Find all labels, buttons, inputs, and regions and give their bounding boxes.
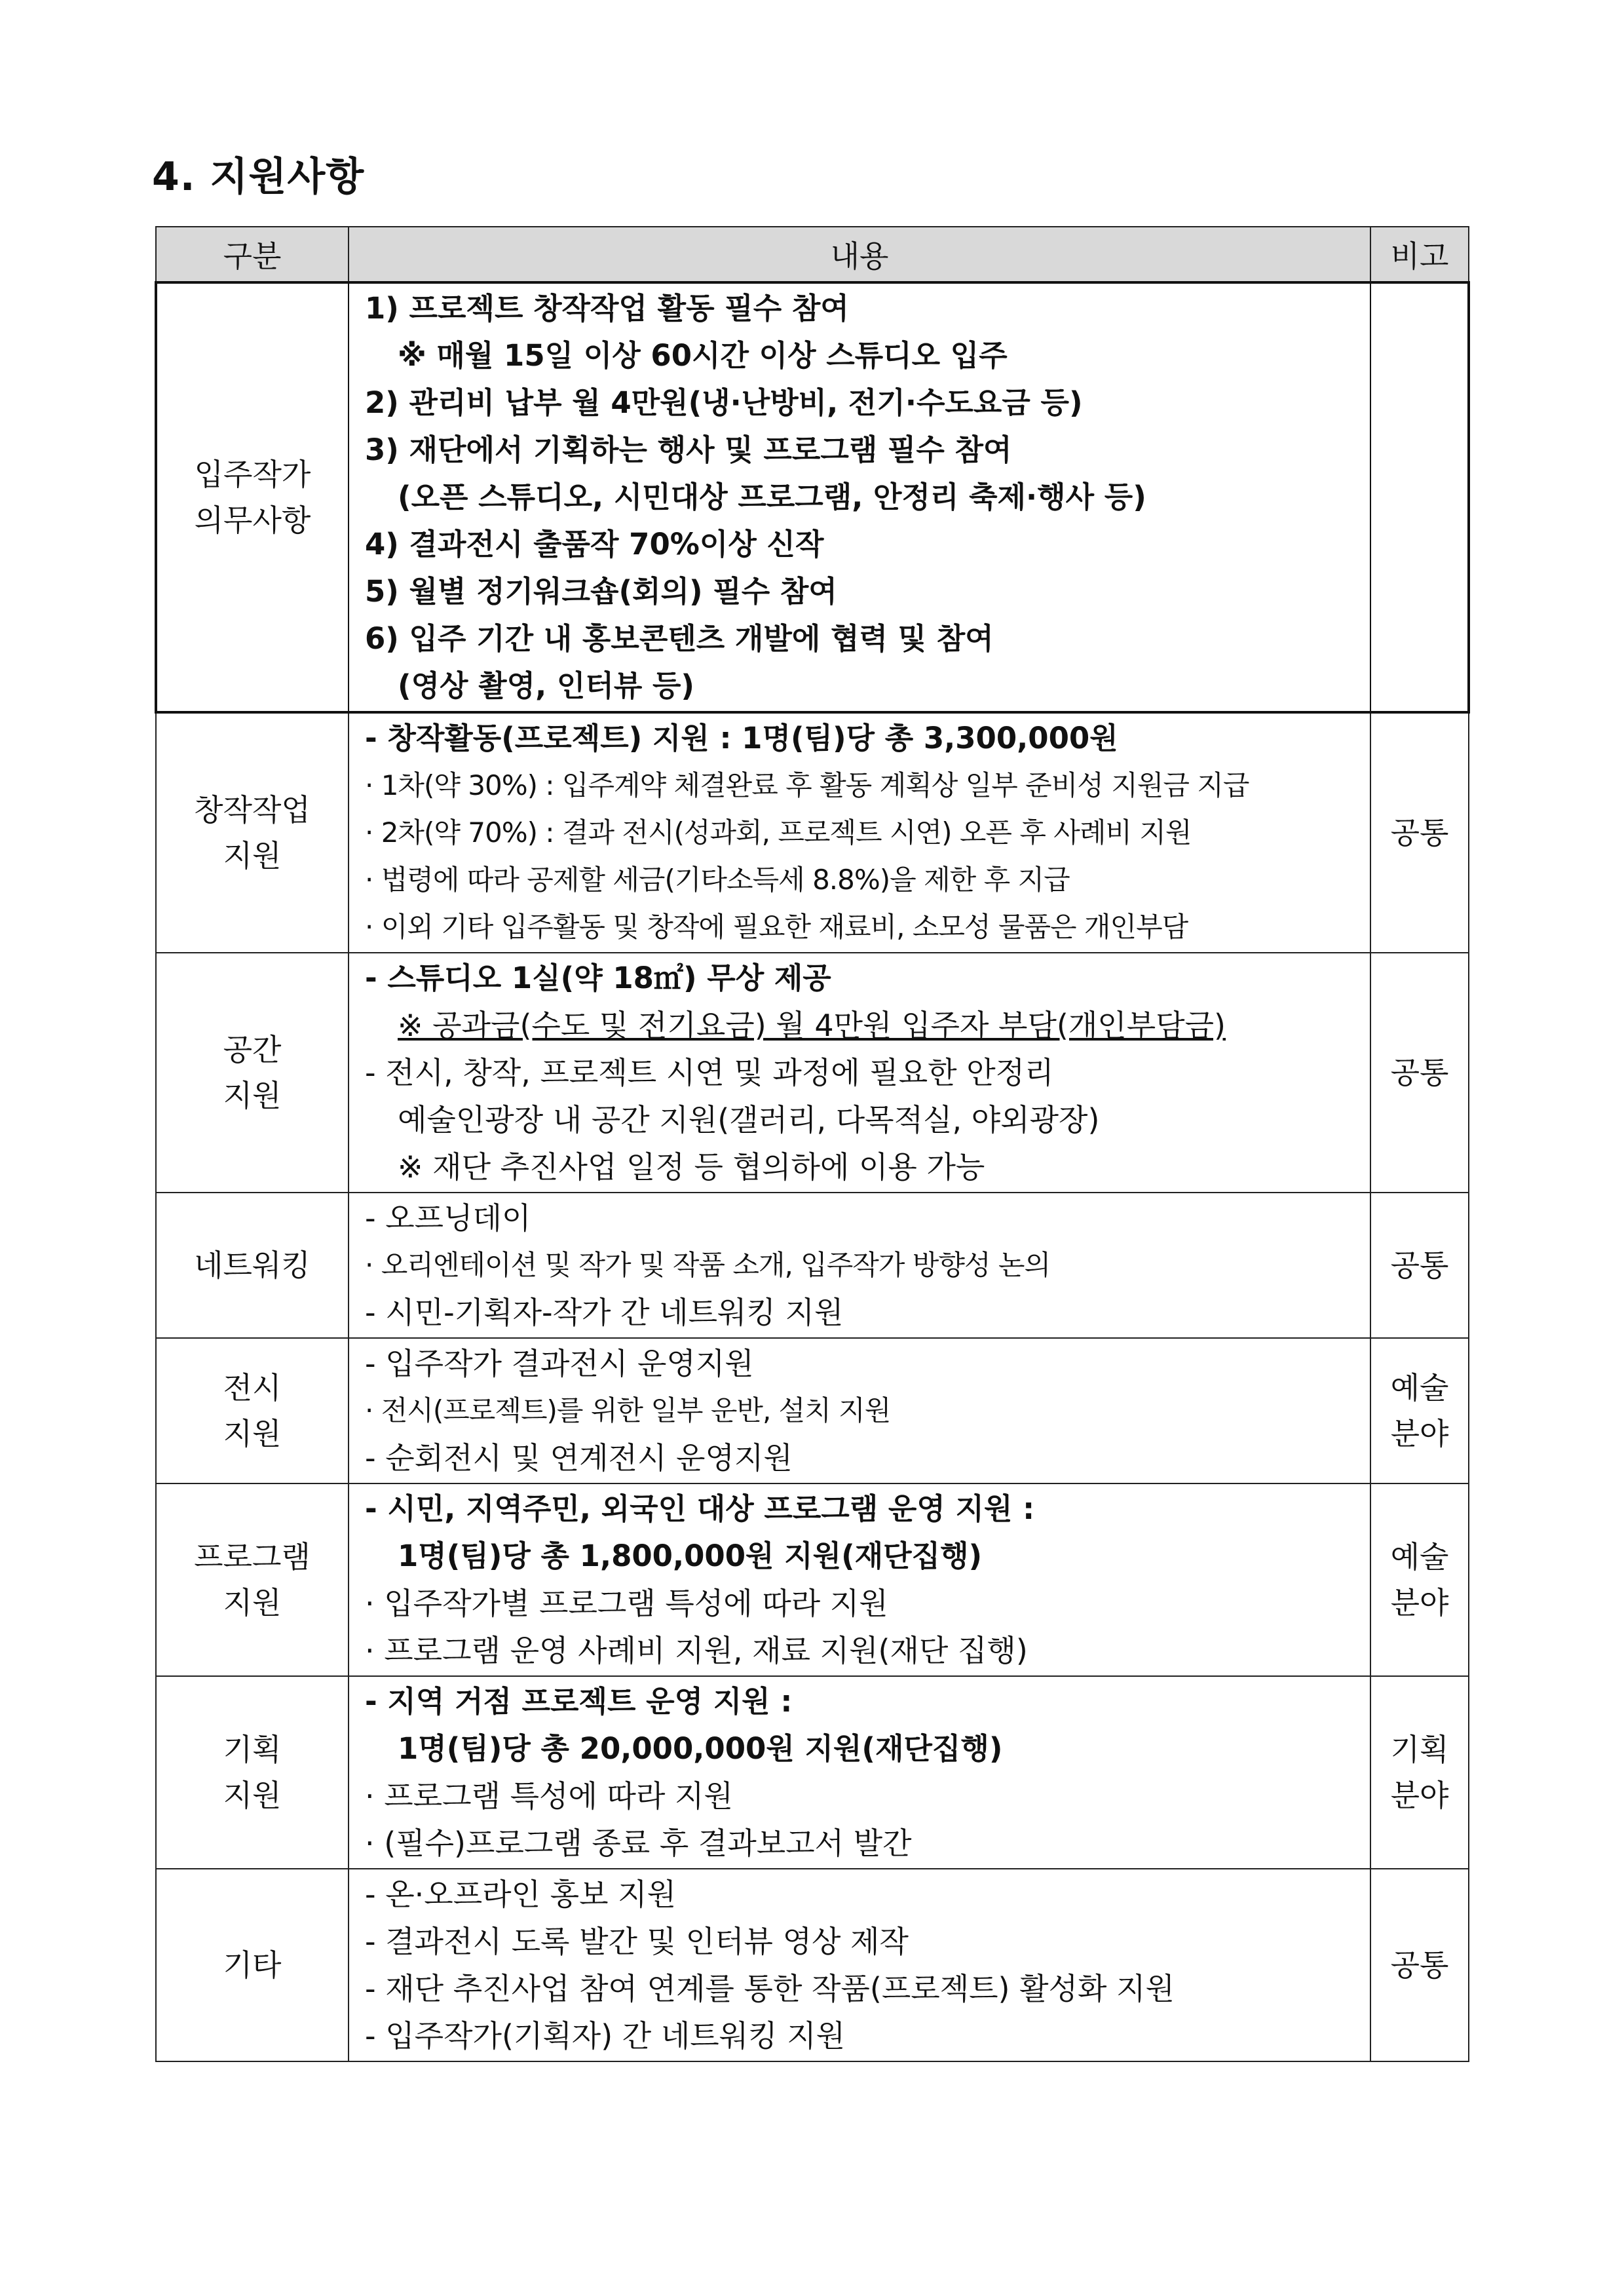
row-note: 기획 분야 xyxy=(1370,1676,1469,1869)
table-row xyxy=(156,282,1469,712)
row-category xyxy=(156,1338,349,1483)
content-line xyxy=(365,809,1363,856)
content-line xyxy=(365,474,1363,521)
row-category xyxy=(156,1869,349,2061)
content-line xyxy=(365,1965,1363,2012)
content-text: · 이외 기타 입주활동 및 창작에 필요한 재료비, 소모성 물품은 개인부담 xyxy=(365,911,1188,943)
content-line xyxy=(365,1195,1363,1242)
content-line xyxy=(365,715,1363,762)
row-content xyxy=(349,1676,1370,1869)
category-label: 창작작업 xyxy=(194,792,311,828)
row-content xyxy=(349,1193,1370,1338)
content-text: ※ 재단 추진사업 일정 등 협의하에 이용 가능 xyxy=(398,1149,985,1185)
row-note: 예술 분야 xyxy=(1370,1338,1469,1483)
content-text: ※ 매월 15일 이상 60시간 이상 스튜디오 입주 xyxy=(398,338,1008,373)
table-row xyxy=(156,1483,1469,1676)
category-label: 지원 xyxy=(223,1778,282,1813)
content-line xyxy=(365,379,1363,427)
content-text: ※ 공과금(수도 및 전기요금) 월 4만원 입주자 부담(개인부담금) xyxy=(398,1008,1226,1043)
table-row xyxy=(156,712,1469,953)
content-text: 1명(팀)당 총 1,800,000원 지원(재단집행) xyxy=(398,1539,983,1573)
content-text: - 시민, 지역주민, 외국인 대상 프로그램 운영 지원 : xyxy=(365,1491,1035,1526)
category-label: 지원 xyxy=(223,1585,282,1620)
content-line xyxy=(365,1242,1363,1289)
row-content xyxy=(349,712,1370,953)
category-label: 지원 xyxy=(223,1416,282,1451)
content-text: - 재단 추진사업 참여 연계를 통한 작품(프로젝트) 활성화 지원 xyxy=(365,1971,1175,2006)
content-line xyxy=(365,662,1363,710)
row-category xyxy=(156,282,349,712)
header-content: 내용 xyxy=(349,227,1370,282)
content-line xyxy=(365,1678,1363,1725)
content-line xyxy=(365,1820,1363,1867)
content-text: · 입주작가별 프로그램 특성에 따라 지원 xyxy=(365,1586,888,1621)
table-header-row xyxy=(156,227,1469,282)
content-text: 4) 결과전시 출품작 70%이상 신작 xyxy=(365,527,824,562)
category-label: 지원 xyxy=(223,1078,282,1113)
content-line xyxy=(365,1289,1363,1336)
section-title: 4. 지원사항 xyxy=(152,154,365,200)
header-note: 비고 xyxy=(1370,227,1469,282)
content-line xyxy=(365,332,1363,379)
content-text: - 시민-기획자-작가 간 네트워킹 지원 xyxy=(365,1295,844,1330)
row-note: 예술 분야 xyxy=(1370,1483,1469,1676)
content-text: 1명(팀)당 총 20,000,000원 지원(재단집행) xyxy=(398,1731,1003,1766)
content-line xyxy=(365,1340,1363,1387)
row-note: 공통 xyxy=(1370,1193,1469,1338)
table-row xyxy=(156,953,1469,1193)
content-text: · 프로그램 특성에 따라 지원 xyxy=(365,1778,733,1814)
category-label: 공간 xyxy=(223,1032,282,1067)
header-category: 구분 xyxy=(156,227,349,282)
table-body xyxy=(156,282,1469,2061)
row-content xyxy=(349,282,1370,712)
content-line xyxy=(365,427,1363,474)
content-line xyxy=(365,1725,1363,1772)
table-row xyxy=(156,1869,1469,2061)
category-label: 기타 xyxy=(223,1947,282,1983)
category-label: 입주작가 xyxy=(194,457,311,492)
category-label: 프로그램 xyxy=(194,1539,311,1575)
content-text: 5) 월별 정기워크숍(회의) 필수 참여 xyxy=(365,574,837,609)
content-line xyxy=(365,1143,1363,1191)
row-category xyxy=(156,1483,349,1676)
content-line xyxy=(365,1049,1363,1096)
row-content xyxy=(349,1338,1370,1483)
content-text: · 법령에 따라 공제할 세금(기타소득세 8.8%)을 제한 후 지급 xyxy=(365,864,1070,896)
content-line xyxy=(365,1434,1363,1482)
row-note: 공통 xyxy=(1370,1869,1469,2061)
content-text: - 지역 거점 프로젝트 운영 지원 : xyxy=(365,1684,793,1719)
content-text: - 입주작가 결과전시 운영지원 xyxy=(365,1346,754,1381)
content-text: 2) 관리비 납부 월 4만원(냉·난방비, 전기·수도요금 등) xyxy=(365,385,1083,420)
row-category xyxy=(156,1676,349,1869)
content-line xyxy=(365,1772,1363,1820)
content-text: - 결과전시 도록 발간 및 인터뷰 영상 제작 xyxy=(365,1924,909,1959)
category-label: 지원 xyxy=(223,838,282,873)
row-category xyxy=(156,1193,349,1338)
content-text: 1) 프로젝트 창작작업 활동 필수 참여 xyxy=(365,291,849,326)
content-line xyxy=(365,521,1363,568)
content-line xyxy=(365,1533,1363,1580)
category-label: 네트워킹 xyxy=(194,1248,311,1283)
content-text: - 오프닝데이 xyxy=(365,1200,531,1236)
category-label: 의무사항 xyxy=(194,503,311,538)
row-category xyxy=(156,712,349,953)
content-line xyxy=(365,2012,1363,2059)
content-text: (오픈 스튜디오, 시민대상 프로그램, 안정리 축제·행사 등) xyxy=(398,480,1146,514)
row-content xyxy=(349,953,1370,1193)
content-text: 6) 입주 기간 내 홍보콘텐츠 개발에 협력 및 참여 xyxy=(365,621,994,656)
content-line xyxy=(365,285,1363,332)
category-label: 전시 xyxy=(223,1370,282,1406)
content-line xyxy=(365,1002,1363,1049)
content-text: · 1차(약 30%) : 입주계약 체결완료 후 활동 계획상 일부 준비성 지원금 지급 xyxy=(365,769,1249,801)
row-note: 공통 xyxy=(1370,712,1469,953)
content-line xyxy=(365,568,1363,615)
content-text: - 온·오프라인 홍보 지원 xyxy=(365,1877,677,1912)
content-line xyxy=(365,1387,1363,1434)
content-line xyxy=(365,856,1363,904)
content-line xyxy=(365,955,1363,1002)
content-text: - 창작활동(프로젝트) 지원 : 1명(팀)당 총 3,300,000원 xyxy=(365,721,1118,756)
row-note xyxy=(1370,282,1469,712)
content-text: · (필수)프로그램 종료 후 결과보고서 발간 xyxy=(365,1826,912,1861)
content-line xyxy=(365,1627,1363,1674)
content-text: - 입주작가(기획자) 간 네트워킹 지원 xyxy=(365,2018,846,2054)
table-row xyxy=(156,1676,1469,1869)
content-text: (영상 촬영, 인터뷰 등) xyxy=(398,668,694,703)
content-line xyxy=(365,1580,1363,1627)
row-content xyxy=(349,1869,1370,2061)
row-content xyxy=(349,1483,1370,1676)
table-row xyxy=(156,1193,1469,1338)
content-line xyxy=(365,762,1363,809)
content-line xyxy=(365,1871,1363,1918)
content-line xyxy=(365,904,1363,951)
category-label: 기획 xyxy=(223,1732,282,1767)
row-category xyxy=(156,953,349,1193)
content-text: · 전시(프로젝트)를 위한 일부 운반, 설치 지원 xyxy=(365,1394,891,1426)
content-text: · 2차(약 70%) : 결과 전시(성과회, 프로젝트 시연) 오픈 후 사례비 지원 xyxy=(365,816,1192,849)
table-row xyxy=(156,1338,1469,1483)
support-table xyxy=(155,226,1470,2062)
content-line xyxy=(365,1485,1363,1533)
content-text: · 프로그램 운영 사례비 지원, 재료 지원(재단 집행) xyxy=(365,1633,1028,1668)
content-text: - 순회전시 및 연계전시 운영지원 xyxy=(365,1440,793,1476)
content-line xyxy=(365,1096,1363,1143)
row-note: 공통 xyxy=(1370,953,1469,1193)
content-text: 예술인광장 내 공간 지원(갤러리, 다목적실, 야외광장) xyxy=(398,1102,1100,1138)
content-line xyxy=(365,1918,1363,1965)
content-text: - 전시, 창작, 프로젝트 시연 및 과정에 필요한 안정리 xyxy=(365,1055,1054,1090)
content-text: 3) 재단에서 기획하는 행사 및 프로그램 필수 참여 xyxy=(365,432,1012,467)
content-line xyxy=(365,615,1363,662)
content-text: - 스튜디오 1실(약 18㎡) 무상 제공 xyxy=(365,961,831,995)
content-text: · 오리엔테이션 및 작가 및 작품 소개, 입주작가 방향성 논의 xyxy=(365,1249,1051,1281)
